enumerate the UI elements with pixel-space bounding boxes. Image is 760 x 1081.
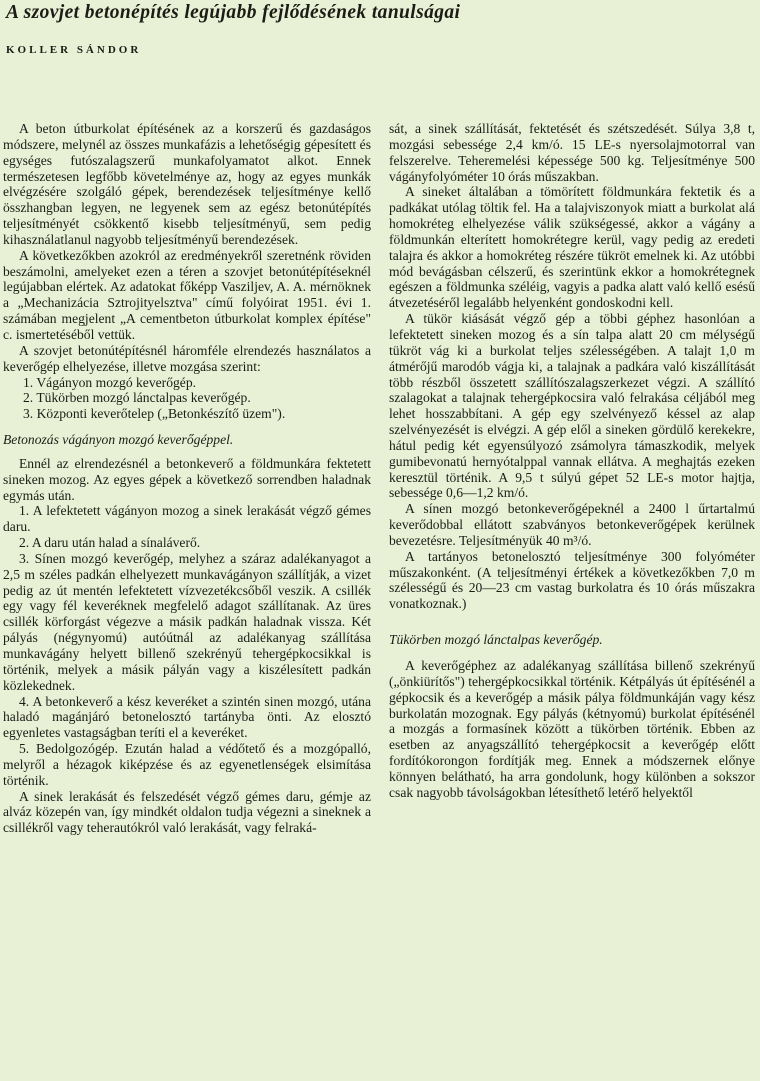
step-item: 3. Sínen mozgó keverőgép, melyhez a száraz adalékanyagot a 2,5 m széles padkán elhelyezett munkavágányon szállítják, a vizet pedig az út mentén lefektetett vízvezetékcsőből veszik. A csillék egy vagy fél keveréknek megfelelő adagot szállítanak. Az üres csillék körforgást végezve a másik padkán haladnak vissza. Két pályás (négynyomú) autóútnál az adalékanyag szállítása munkavágány helyett billenő szekrényű tehergépkocsikkal is történik, melyek a másik pályán vagy a kiszélesített padkán közlekednek. <box>3 550 371 693</box>
paragraph: A tartányos betonelosztó teljesítménye 300 folyóméter műszakonként. (A teljesítményi értékek a következőkben 7,0 m szélességű és 20—23 cm vastag burkolatra és 10 órás műszakra vonatkoznak.) <box>389 548 755 612</box>
paragraph: A szovjet betonútépítésnél háromféle elrendezés használatos a keverőgép elhelyezése, illetve mozgása szerint: <box>3 342 371 374</box>
step-item: 1. A lefektetett vágányon mozog a sinek lerakását végző gémes daru. <box>3 503 371 535</box>
article-title: A szovjet betonépítés legújabb fejlődésének tanulságai <box>6 2 461 23</box>
paragraph: A sinek lerakását és felszedését végző gémes daru, gémje az alváz közepén van, így mindkét oldalon tudja végezni a sineknek a csillékről vagy teherautókról való lerakását, vagy felraká- <box>3 788 371 836</box>
author-name: KOLLER SÁNDOR <box>6 44 142 56</box>
right-column <box>389 121 755 1077</box>
paragraph: A sineket általában a tömörített földmunkára fektetik és a padkákat utólag töltik fel. Ha a talajviszonyok miatt a burkolat alá homokréteg elhelyezése válik szükségessé, akkor a vágány a földmunkán elterített homokrétegre kerül, vagy pedig az eredeti talajra és akkor a homokréteg részére tükröt emelnek ki. Az utóbbi mód bevágásban célszerű, és szerintünk ekkor a homokrétegnek egészen a földmunka széléig, vagyis a padka alatt való kellő esésű átvezetéséről legalább helyenként gondoskodni kell. <box>389 184 755 311</box>
paragraph: Ennél az elrendezésnél a betonkeverő a földmunkára fektetett sineken mozog. Az egyes gépek a következő sorrendben haladnak egymás után. <box>3 455 371 503</box>
paragraph: A tükör kiásását végző gép a többi géphez hasonlóan a lefektetett sineken mozog és a sín talpa alatt 20 cm mélységű tükröt vág ki a burkolat teljes szélességében. A talajt 1,0 m átmérőjű marodób vágja ki, a talajnak a padkára való kiszállítását több részből összetett szállítószalagszerkezet végzi. A szállító szalagokat a talajnak tehergépkocsira való felrakása céljából meg lehet hosszabbítani. A gép egy szelvényező késsel az alap szelvényezését is elvégzi. A gép elől a sineken gördülő kerekekre, hátul pedig két egyensúlyozó zsámolyra támaszkodik, melyek gumibevonatú hernyótalppal vannak ellátva. A meghajtás ezeken keresztül történik. A 9,5 t súlyú gépet 52 LE-s motor hajtja, sebessége 0,6—1,2 km/ó. <box>389 311 755 501</box>
step-item: 4. A betonkeverő a kész keveréket a szintén sinen mozgó, utána haladó magánjáró betonelosztó tartányba önti. Az elosztó egyenletes vastagságban teríti el a keveréket. <box>3 693 371 741</box>
list-item: 3. Központi keverőtelep („Betonkészítő üzem"). <box>23 406 286 422</box>
left-column <box>3 121 371 1077</box>
section-heading: Tükörben mozgó lánctalpas keverőgép. <box>389 632 603 648</box>
paragraph: A következőkben azokról az eredményekről szeretnénk röviden beszámolni, amelyeket ezen a téren a szovjet betonútépítéseknél legújabban elértek. Az adatokat főképp Vasziljev, A. A. mérnöknek a „Mechanizácia Sztrojityelsztva" című folyóirat 1951. évi 1. számában megjelent „A cementbeton útburkolat komplex építése" c. ismertetéséből vettük. <box>3 247 371 342</box>
paragraph: A beton útburkolat építésének az a korszerű és gazdaságos módszere, melynél az összes munkafázis a lehetőségig gépesített és egységes futószalagszerű munkafolyamatot alkot. Ennek természetesen legfőbb követelménye az, hogy az egyes munkák elvégzésére szolgáló gépek, berendezések teljesítménye kellő összhangban legyen, ne legyenek sem az egész betonútépítés teljesítményét csökkentő kisebb teljesítményű, sem pedig kihasználatlanul nagyobb teljesítményű berendezések. <box>3 121 371 247</box>
paragraph: A sínen mozgó betonkeverőgépeknél a 2400 l űrtartalmú keverődobbal ellátott szabványos betonkeverőgépek kerülnek bevezetésre. Teljesítményük 40 m³/ó. <box>389 501 755 548</box>
list-item: 1. Vágányon mozgó keverőgép. <box>23 374 197 390</box>
list-item: 2. Tükörben mozgó lánctalpas keverőgép. <box>23 390 251 406</box>
paragraph: sát, a sinek szállítását, fektetését és szétszedését. Súlya 3,8 t, mozgási sebessége 2,4 km/ó. 15 LE-s nyersolajmotorral van felszerelve. Teheremelési képessége 500 kg. Teljesítménye 500 vágányfolyóméter 10 órás műszakban. <box>389 121 755 184</box>
step-item: 5. Bedolgozógép. Ezután halad a védőtető és a mozgópalló, melyről a hézagok kiképzése és az egyenetlenségek elsimítása történik. <box>3 741 371 788</box>
step-item: 2. A daru után halad a sínaláverő. <box>19 535 201 551</box>
paragraph: A keverőgéphez az adalékanyag szállítása billenő szekrényű („önkiürítős") tehergépkocsikkal történik. Kétpályás út építésénél a gépkocsik és a keverőgép a másik pálya földmunkáján vagy kész burkolatán mozognak. Egy pályás (kétnyomú) burkolat építésénél a mozgás a formasínek között a tükörben történik. Ebben az esetben az anyagszállító tehergépkocsit a keverőgép előtt fordítókorongon fordítják meg. Ennek a módszernek előnye könnyen belátható, ha arra gondolunk, hogy különben a sokszor csak nagyobb távolságokban létesíthető letérő helyektől <box>389 658 755 800</box>
section-heading: Betonozás vágányon mozgó keverőgéppel. <box>3 432 234 448</box>
